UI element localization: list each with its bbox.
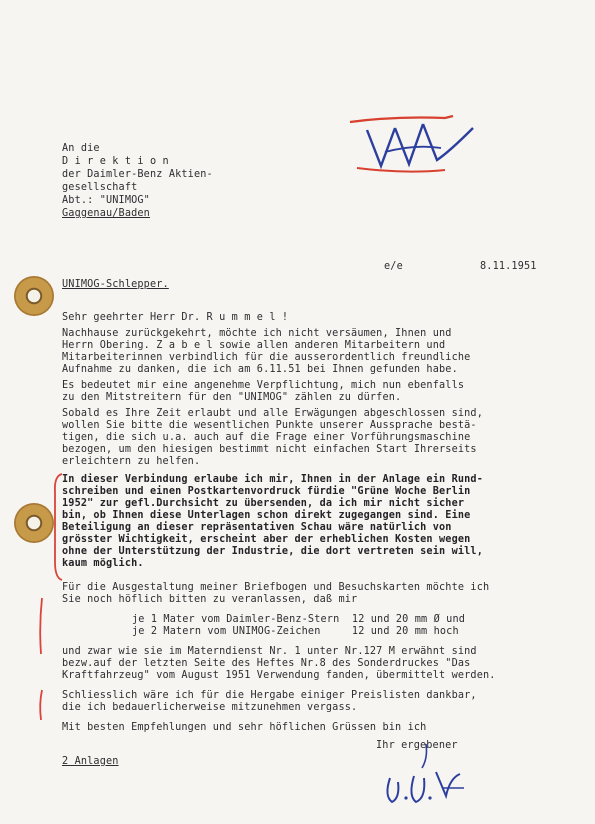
handwritten-initials-mark: [345, 108, 485, 188]
salutation: Sehr geehrter Herr Dr. R u m m e l !: [62, 312, 289, 323]
punch-hole-top: [14, 276, 54, 316]
paragraph-line: Aufnahme zu danken, die ich am 6.11.51 bei Ihnen gefunden habe.: [62, 364, 458, 375]
paragraph-line: Für die Ausgestaltung meiner Briefbogen und Besuchskarten möchte ich: [62, 582, 490, 593]
paragraph-line: Kraftfahrzeug" vom August 1951 Verwendung fanden, übermittelt werden.: [62, 670, 496, 681]
list-item: je 2 Matern vom UNIMOG-Zeichen 12 und 20 mm hoch: [132, 626, 459, 637]
address-city: Gaggenau/Baden: [62, 208, 150, 219]
paragraph-line: Sie noch höflich bitten zu veranlassen, daß mir: [62, 594, 358, 605]
paragraph-line: Sobald es Ihre Zeit erlaubt und alle Erwägungen abgeschlossen sind,: [62, 408, 483, 419]
reference-code: e/e: [384, 261, 403, 272]
address-line: der Daimler-Benz Aktien-: [62, 169, 213, 180]
letter-date: 8.11.1951: [480, 261, 537, 272]
paragraph-line: zu den Mitstreitern für den "UNIMOG" zählen zu dürfen.: [62, 392, 402, 403]
paragraph-line: bezogen, um den hiesigen bestimmt nicht einfachen Start Ihrerseits: [62, 444, 477, 455]
paragraph-line: wollen Sie bitte die wesentlichen Punkte unserer Aussprache bestä-: [62, 420, 477, 431]
paragraph-line: bin, ob Ihnen diese Unterlagen schon direkt zugegangen sind. Eine: [62, 510, 471, 521]
red-margin-stroke: [36, 688, 46, 722]
paragraph-line: Beteiligung an dieser repräsentativen Schau wäre natürlich von: [62, 522, 452, 533]
paragraph-line: bezw.auf der letzten Seite des Heftes Nr.8 des Sonderdruckes "Das: [62, 658, 471, 669]
red-margin-stroke: [36, 596, 46, 656]
paragraph-line: Herrn Obering. Z a b e l sowie allen anderen Mitarbeitern und: [62, 340, 446, 351]
paragraph-line: Schliesslich wäre ich für die Hergabe einiger Preislisten dankbar,: [62, 690, 477, 701]
paragraph-line: erleichtern zu helfen.: [62, 456, 201, 467]
closing-line: Mit besten Empfehlungen und sehr höflichen Grüssen bin ich: [62, 722, 427, 733]
paragraph-line: ohne der Unterstützung der Industrie, die dort vertreten sein will,: [62, 546, 483, 557]
paragraph-line: die ich bedauerlicherweise mitzunehmen vergass.: [62, 702, 358, 713]
address-line: Abt.: "UNIMOG": [62, 195, 150, 206]
paragraph-line: Nachhause zurückgekehrt, möchte ich nicht versäumen, Ihnen und: [62, 328, 452, 339]
paragraph-line: schreiben und einen Postkartenvordruck fürdie "Grüne Woche Berlin: [62, 486, 471, 497]
enclosures-note: 2 Anlagen: [62, 756, 119, 767]
closing-sign: Ihr ergebener: [376, 740, 458, 751]
address-line: D i r e k t i o n: [62, 156, 169, 167]
handwritten-signature: [378, 738, 468, 808]
paragraph-line: In dieser Verbindung erlaube ich mir, Ihnen in der Anlage ein Rund-: [62, 474, 483, 485]
paragraph-line: Es bedeutet mir eine angenehme Verpflichtung, mich nun ebenfalls: [62, 380, 465, 391]
address-line: gesellschaft: [62, 182, 138, 193]
list-item: je 1 Mater vom Daimler-Benz-Stern 12 und 20 mm Ø und: [132, 614, 466, 625]
paragraph-line: kaum möglich.: [62, 558, 144, 569]
punch-hole-bottom: [14, 503, 54, 543]
paragraph-line: tigen, die sich u.a. auch auf die Frage einer Vorführungsmaschine: [62, 432, 471, 443]
paragraph-line: 1952" zur gefl.Durchsicht zu übersenden, da ich mir nicht sicher: [62, 498, 465, 509]
paragraph-line: grösster Wichtigkeit, erscheint aber der erheblichen Kosten wegen: [62, 534, 471, 545]
address-line: An die: [62, 143, 100, 154]
paragraph-line: und zwar wie sie im Materndienst Nr. 1 unter Nr.127 M erwähnt sind: [62, 646, 477, 657]
subject-line: UNIMOG-Schlepper.: [62, 279, 169, 290]
paragraph-line: Mitarbeiterinnen verbindlich für die ausserordentlich freundliche: [62, 352, 471, 363]
